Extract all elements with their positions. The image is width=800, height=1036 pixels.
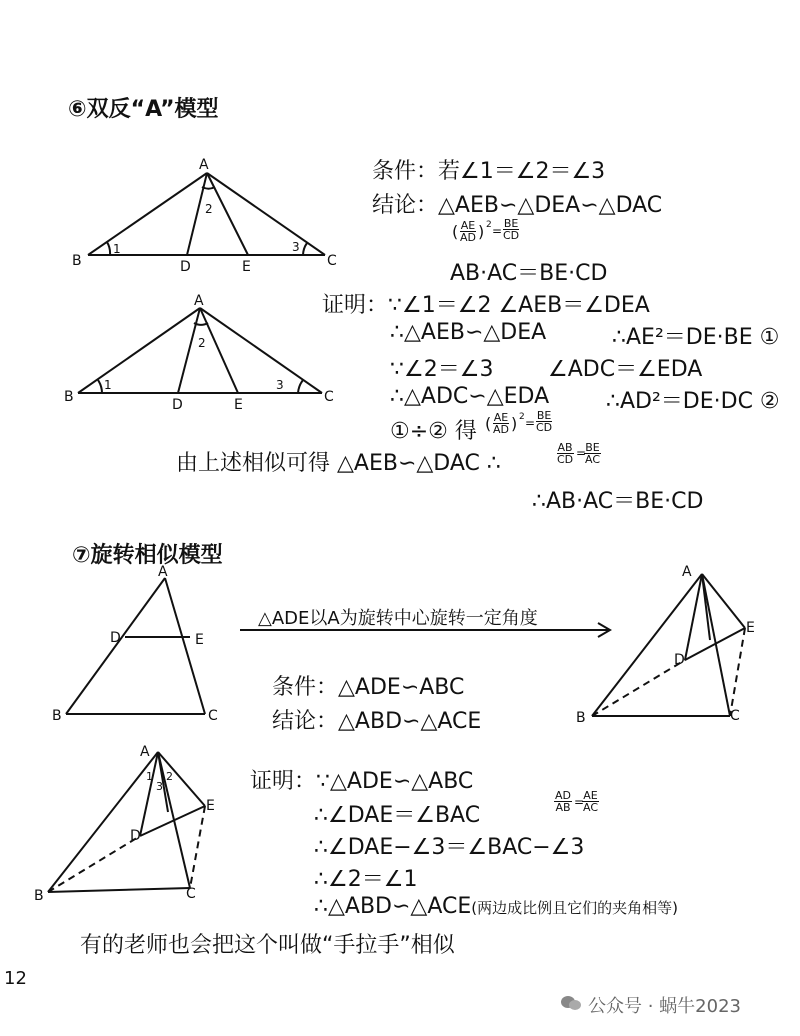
summary-line: 由上述相似可得 △AEB∽△DAC ∴ [176,451,501,476]
label-C: C [327,253,337,269]
svg-text:3: 3 [156,780,163,793]
rotation-arrow [238,620,618,640]
ratio-formula: ( $\frac{AE}{AD}$ ) 2 = $\frac{BE}{CD}$ [452,217,520,244]
s7-proof-line-4: ∴∠2＝∠1 [314,867,418,892]
svg-text:E: E [206,798,215,814]
proof-line-4a: ∴△ADC∽△EDA [390,384,550,409]
svg-text:E: E [746,620,755,636]
double-a-diagram-top [60,155,360,275]
s7-conclusion-row: 结论：△ABD∽△ACE [272,709,482,734]
double-a-diagram-bottom [60,293,360,413]
condition-row [372,154,605,185]
svg-text:B: B [34,888,44,904]
condition-label: 条件： [372,159,439,184]
svg-text:1: 1 [146,770,153,783]
conclusion-label: 结论： [372,193,439,218]
svg-text:B: B [52,708,62,724]
svg-text:A: A [158,564,168,580]
angle-3: 3 [276,378,284,392]
proof-line-3a: ∵∠2＝∠3 [390,357,494,382]
s7-condition-row: 条件：△ADE∽ABC [272,675,465,700]
label-A: A [194,293,204,309]
svg-text:C: C [208,708,218,724]
svg-text:E: E [195,632,204,648]
s7-proof-line-5: ∴△ABD∽△ACE(两边成比例且它们的夹角相等) [314,894,678,919]
page-number: 12 [4,968,27,989]
proof-line-4b: ∴AD²＝DE·DC ② [606,389,780,414]
svg-text:A: A [140,744,150,760]
s7-proof-line-3: ∴∠DAE−∠3＝∠BAC−∠3 [314,835,585,860]
fraction-be-cd: $\frac{BE}{CD}$ [503,217,520,242]
ratio-formula-2: ( $\frac{AE}{AD}$ ) 2 = $\frac{BE}{CD}$ [485,409,553,436]
fraction-ae-ad: $\frac{AE}{AD}$ [460,219,476,244]
angle-1: 1 [113,242,121,256]
label-B: B [72,253,82,269]
s7-proof-line-1: 证明：∵△ADE∽△ABC [250,769,474,794]
svg-text:2: 2 [166,770,173,783]
angle-1: 1 [104,378,112,392]
final-equation: ∴AB·AC＝BE·CD [532,489,704,514]
footer-note: 有的老师也会把这个叫做“手拉手”相似 [80,933,455,958]
label-D: D [180,259,191,275]
label-A: A [199,157,209,173]
summary-fraction: $\frac{AB}{CD}$ = $\frac{BE}{AC}$ [557,441,601,466]
angle-2: 2 [198,336,206,350]
svg-text:D: D [674,652,685,668]
label-B: B [64,389,74,405]
angle-3: 3 [292,240,300,254]
wechat-icon [560,994,582,1012]
svg-text:D: D [110,630,121,646]
proof-line-3b: ∠ADC＝∠EDA [548,357,703,382]
s7-ratio: $\frac{AD}{AB}$ = $\frac{AE}{AC}$ [555,789,599,814]
conclusion-row [372,188,662,219]
svg-text:C: C [186,886,196,902]
proof-line-2a: ∴△AEB∽△DEA [390,320,547,345]
watermark: 公众号 · 蜗牛2023 [588,996,741,1017]
label-C: C [324,389,334,405]
proof-line-1: 证明：∵∠1＝∠2 ∠AEB＝∠DEA [322,293,650,318]
angle-2: 2 [205,202,213,216]
rotation-diagram-rotated [570,562,770,732]
rotation-proof-diagram [30,740,230,910]
condition-text: 若∠1＝∠2＝∠3 [438,159,606,184]
section7-title: ⑦旋转相似模型 [72,543,223,568]
rotation-arrow-text: △ADE以A为旋转中心旋转一定角度 [258,608,538,629]
product-equation: AB·AC＝BE·CD [450,261,608,286]
proof-line-5: ①÷② 得 [390,419,477,444]
proof-label: 证明： [322,293,389,318]
svg-text:B: B [576,710,586,726]
conclusion-text: △AEB∽△DEA∽△DAC [438,193,663,218]
section6-title: ⑥双反“A”模型 [68,97,219,122]
s7-proof-line-2: ∴∠DAE＝∠BAC [314,803,481,828]
rotation-diagram-original [50,564,230,724]
svg-text:A: A [682,564,692,580]
proof-line-2b: ∴AE²＝DE·BE ① [612,325,780,350]
label-D: D [172,397,183,413]
svg-text:C: C [730,708,740,724]
svg-text:D: D [130,828,141,844]
label-E: E [234,397,243,413]
label-E: E [242,259,251,275]
